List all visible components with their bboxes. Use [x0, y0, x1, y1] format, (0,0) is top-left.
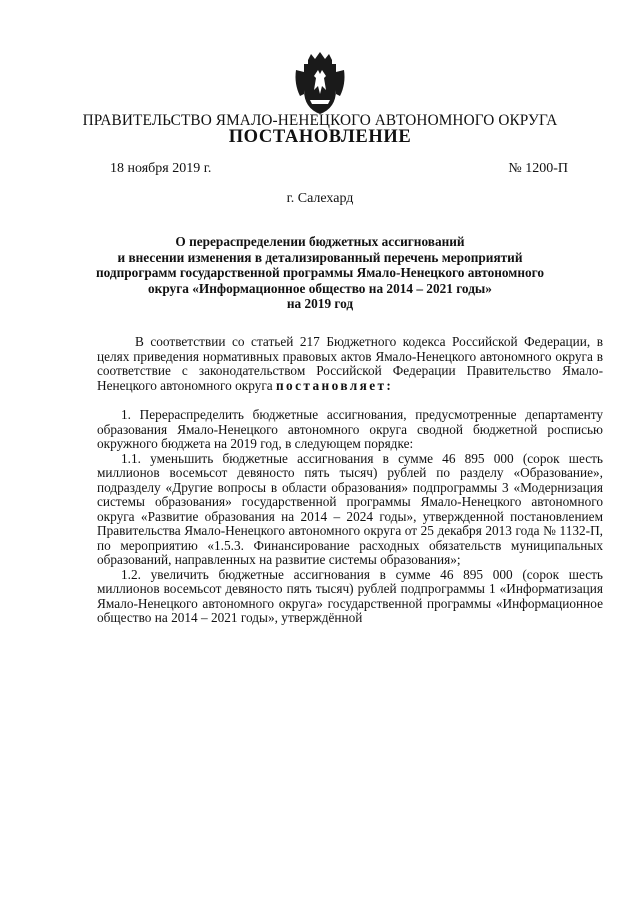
title-line: и внесении изменения в детализированный перечень мероприятий	[117, 249, 523, 265]
government-name: ПРАВИТЕЛЬСТВО ЯМАЛО-НЕНЕЦКОГО АВТОНОМНОГО ОКРУГА	[82, 112, 558, 129]
document-body	[97, 335, 603, 626]
title-line: на 2019 год	[286, 296, 354, 311]
document-type: ПОСТАНОВЛЕНИЕ	[228, 127, 412, 147]
document-title	[60, 234, 580, 312]
paragraph-1: 1. Перераспределить бюджетные ассигнования, предусмотренные департаменту образования Ямало-Ненецкого автономного округа сводной бюджетной росписью окружного бюджета на 2019 год, в следующем порядке:	[97, 407, 603, 451]
document-date: 18 ноября 2019 г.	[110, 161, 212, 176]
paragraph-intro	[97, 335, 603, 393]
document-city: г. Салехард	[286, 191, 354, 206]
title-line: О перераспределении бюджетных ассигнований	[175, 234, 465, 249]
intro-text: В соответствии со статьей 217 Бюджетного кодекса Российской Федерации, в целях приведения нормативных правовых актов Ямало-Ненецкого автономного округа в соответствие с законодательством Российской Федерации Правительство Ямало-Ненецкого автономного округа	[97, 334, 603, 393]
title-line: подпрограмм государственной программы Ямало-Ненецкого автономного	[95, 265, 545, 280]
intro-verb: постановляет:	[276, 377, 394, 393]
document-number: № 1200-П	[508, 161, 568, 176]
paragraph-1-1: 1.1. уменьшить бюджетные ассигнования в сумме 46 895 000 (сорок шесть миллионов восемьсот девяносто пять тысяч) рублей по разделу «Образование», подразделу «Другие вопросы в области образования» подпрограммы 3 «Модернизация системы образования» государственной программы Ямало-Ненецкого автономного округа «Развитие образования на 2014 – 2024 годы», утвержденной постановлением Правительства Ямало-Ненецкого автономного округа от 25 декабря 2013 года № 1132-П, по мероприятию «1.5.3. Финансирование расходных обязательств муниципальных образований, направленных на развитие системы образования»;	[97, 450, 603, 567]
title-line: округа «Информационное общество на 2014 – 2021 годы»	[148, 280, 492, 296]
coat-of-arms-icon	[288, 50, 352, 116]
paragraph-1-2: 1.2. увеличить бюджетные ассигнования в сумме 46 895 000 (сорок шесть миллионов восемьсот девяносто пять тысяч) рублей подпрограммы 1 «Информатизация Ямало-Ненецкого автономного округа» государственной программы «Информационное общество на 2014 – 2021 годы», утверждённой	[97, 566, 603, 625]
